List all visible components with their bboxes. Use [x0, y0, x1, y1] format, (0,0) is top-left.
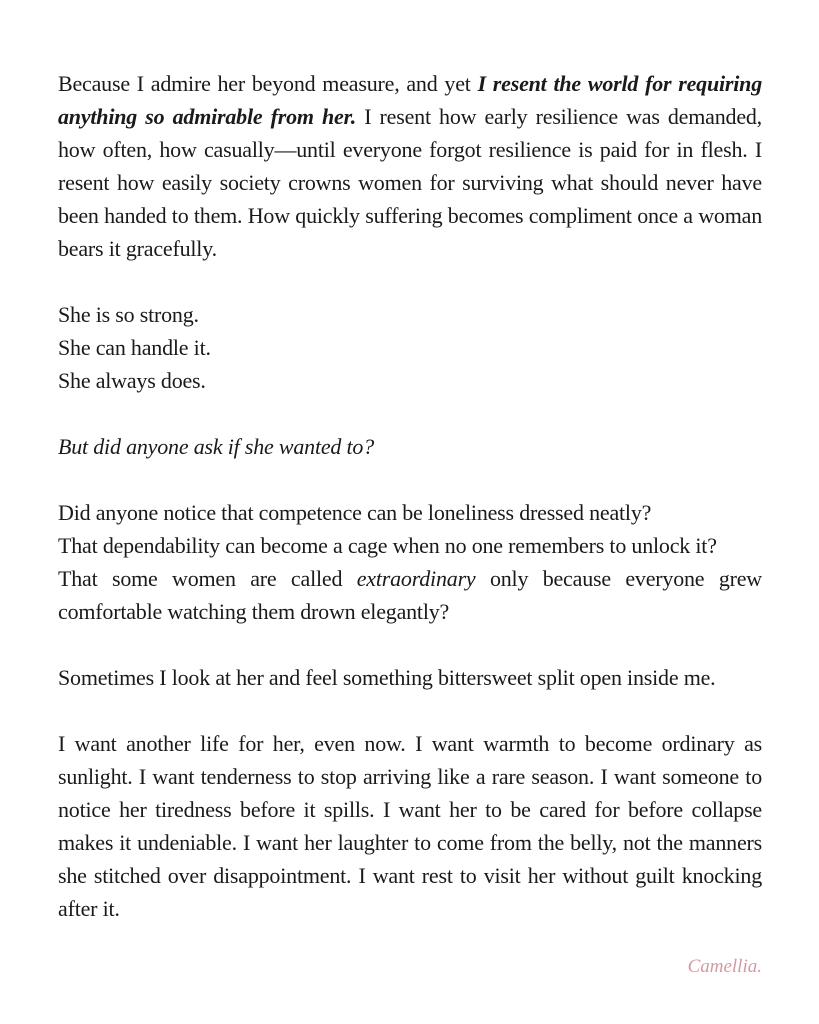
- refrain-line: She can handle it.: [58, 335, 211, 360]
- question-line-2: That dependability can become a cage when no one remembers to unlock it?: [58, 533, 717, 558]
- paragraph-questions: [58, 496, 762, 628]
- question-line-3: [58, 566, 762, 624]
- refrain-stanza: [58, 298, 762, 397]
- paragraph-admiration: [58, 67, 762, 265]
- prose-body: [58, 67, 762, 958]
- question-line-1: Did anyone notice that competence can be loneliness dressed neatly?: [58, 500, 652, 525]
- signature: Camellia.: [687, 956, 762, 977]
- paragraph-text: I resent how early resilience was demanded, how often, how casually—until everyone forgot resilience is paid for in flesh. I resent how easily society crowns women for surviving what should never have been handed to them. How quickly suffering becomes compliment once a woman bears it gracefully.: [58, 104, 762, 261]
- refrain-line: She always does.: [58, 368, 206, 393]
- paragraph-text: only because everyone grew comfortable watching them drown elegantly?: [58, 566, 762, 624]
- paragraph-text: That some women are called: [58, 566, 357, 591]
- emphasized-sentence: I resent the world for requiring anything so admirable from her.: [58, 71, 763, 129]
- paragraph-text: Because I admire her beyond measure, and yet: [58, 71, 478, 96]
- paragraph-bittersweet: Sometimes I look at her and feel something bittersweet split open inside me.: [58, 665, 716, 690]
- emphasized-word: extraordinary: [356, 566, 476, 591]
- refrain-line: She is so strong.: [58, 302, 199, 327]
- paragraph-wishes: I want another life for her, even now. I want warmth to become ordinary as sunlight. I want tenderness to stop arriving like a rare season. I want someone to notice her tiredness before it spills. I want her to be cared for before collapse makes it undeniable. I want her laughter to come from the belly, not the manners she stitched over disappointment. I want rest to visit her without guilt knocking after it.: [58, 731, 762, 921]
- question-line: But did anyone ask if she wanted to?: [58, 434, 375, 459]
